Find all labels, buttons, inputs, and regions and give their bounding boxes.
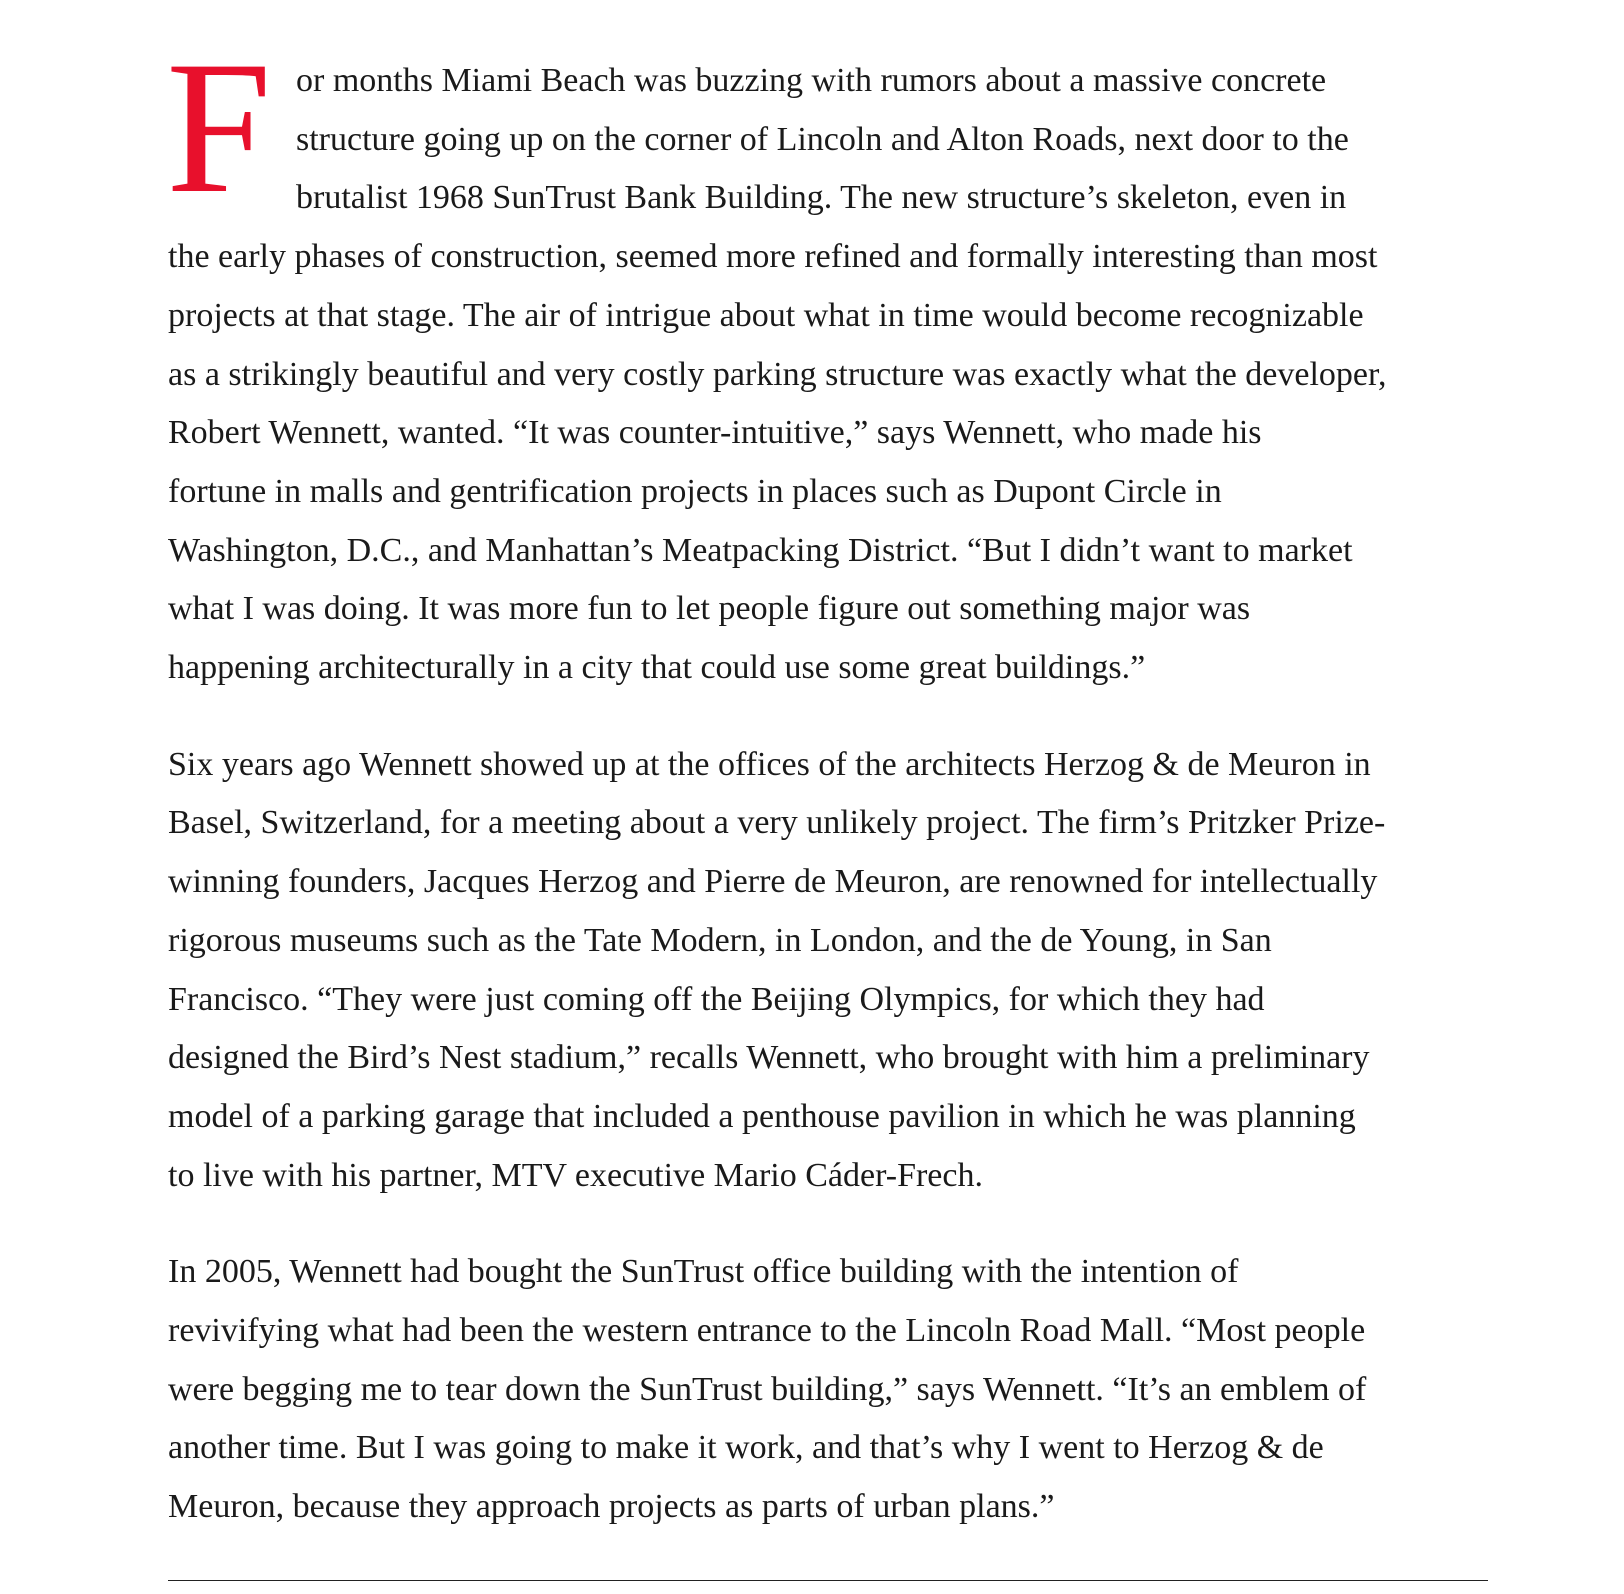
paragraph-line: Meuron, because they approach projects as parts of urban plans.” [168, 1488, 1055, 1526]
paragraph-line: Robert Wennett, wanted. “It was counter-intuitive,” says Wennett, who made his [168, 414, 1262, 452]
paragraph-line: what I was doing. It was more fun to let people figure out something major was [168, 590, 1251, 628]
paragraph-line: model of a parking garage that included a penthouse pavilion in which he was planning [168, 1097, 1356, 1135]
paragraph-line: Francisco. “They were just coming off the Beijing Olympics, for which they had [168, 980, 1265, 1018]
paragraph-line: the early phases of construction, seemed more refined and formally interesting than most [168, 238, 1378, 276]
paragraph-line: brutalist 1968 SunTrust Bank Building. The new structure’s skeleton, even in [296, 179, 1347, 217]
paragraph-line: Basel, Switzerland, for a meeting about a very unlikely project. The firm’s Pritzker Prize- [168, 804, 1386, 842]
paragraph-line: happening architecturally in a city that could use some great buildings.” [168, 649, 1146, 687]
paragraph-line: In 2005, Wennett had bought the SunTrust office building with the intention of [168, 1253, 1239, 1291]
paragraph-line: as a strikingly beautiful and very costly parking structure was exactly what the developer, [168, 355, 1387, 393]
article-body [166, 23, 1488, 1575]
paragraph-line: another time. But I was going to make it work, and that’s why I went to Herzog & de [168, 1429, 1324, 1467]
article-paragraph-1 [166, 23, 1488, 698]
paragraph-line: Six years ago Wennett showed up at the offices of the architects Herzog & de Meuron in [168, 745, 1371, 783]
paragraph-line: to live with his partner, MTV executive Mario Cáder-Frech. [168, 1156, 983, 1194]
paragraph-line: were begging me to tear down the SunTrust building,” says Wennett. “It’s an emblem of [168, 1370, 1367, 1408]
section-divider [168, 1580, 1488, 1581]
paragraph-line: fortune in malls and gentrification projects in places such as Dupont Circle in [168, 472, 1222, 510]
paragraph-line: structure going up on the corner of Lincoln and Alton Roads, next door to the [296, 120, 1349, 158]
paragraph-line: projects at that stage. The air of intrigue about what in time would become recognizable [168, 296, 1364, 334]
article-paragraph-2 [168, 736, 1488, 1206]
article-paragraph-3 [168, 1243, 1488, 1537]
drop-cap: F [166, 23, 272, 233]
paragraph-line: or months Miami Beach was buzzing with rumors about a massive concrete [296, 62, 1327, 99]
paragraph-line: rigorous museums such as the Tate Modern, in London, and the de Young, in San [168, 921, 1272, 959]
paragraph-line: revivifying what had been the western entrance to the Lincoln Road Mall. “Most people [168, 1312, 1366, 1350]
paragraph-line: winning founders, Jacques Herzog and Pierre de Meuron, are renowned for intellectually [168, 863, 1378, 901]
paragraph-line: Washington, D.C., and Manhattan’s Meatpacking District. “But I didn’t want to market [168, 531, 1353, 569]
paragraph-line: designed the Bird’s Nest stadium,” recalls Wennett, who brought with him a preliminary [168, 1039, 1370, 1077]
